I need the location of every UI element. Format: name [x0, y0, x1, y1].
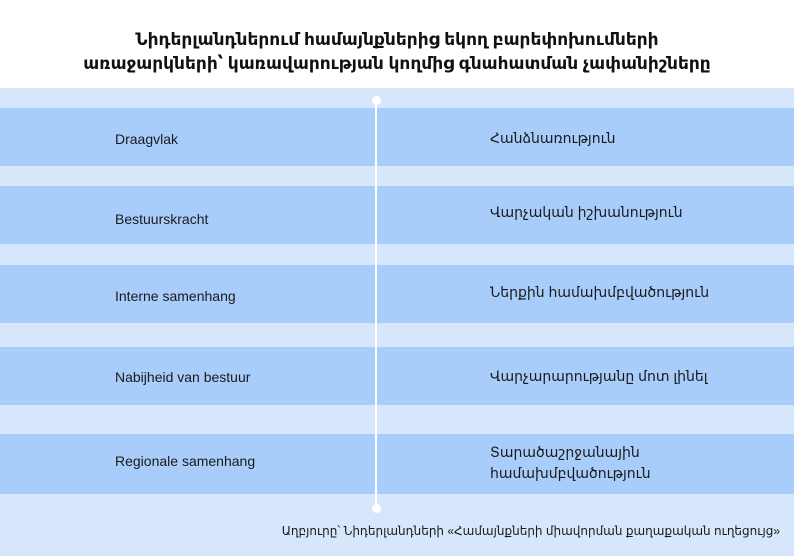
criteria-row	[0, 347, 794, 405]
criteria-row	[0, 265, 794, 323]
armenian-criterion: Ներքին համախմբվածություն	[490, 284, 710, 300]
dutch-criterion: Bestuurskracht	[115, 211, 209, 227]
armenian-criterion: Վարչական իշխանություն	[490, 204, 683, 220]
dutch-criterion: Nabijheid van bestuur	[115, 369, 251, 385]
armenian-criterion: Հանձնառություն	[490, 130, 616, 146]
criteria-row	[0, 108, 794, 166]
dutch-criterion: Draagvlak	[115, 131, 179, 147]
source-note: Աղբյուրը՝ Նիդերլանդների «Համայնքների միավորման քաղաքական ուղեցույց»	[281, 524, 780, 538]
armenian-criterion: Վարչարարությանը մոտ լինել	[490, 368, 708, 384]
diagram-title	[0, 28, 794, 76]
armenian-criterion: Տարածաշրջանային համախմբվածություն	[490, 444, 651, 481]
axis-top-dot	[372, 96, 381, 105]
center-axis-line	[375, 100, 377, 508]
dutch-criterion: Interne samenhang	[115, 288, 236, 304]
title-line-2: առաջարկների՝ կառավարության կողմից գնահատման չափանիշները	[83, 54, 711, 73]
criteria-row	[0, 186, 794, 244]
criteria-row	[0, 434, 794, 494]
axis-bottom-dot	[372, 504, 381, 513]
dutch-criterion: Regionale samenhang	[115, 453, 256, 469]
title-line-1: Նիդերլանդներում համայնքներից եկող բարեփոխումների	[135, 30, 659, 49]
